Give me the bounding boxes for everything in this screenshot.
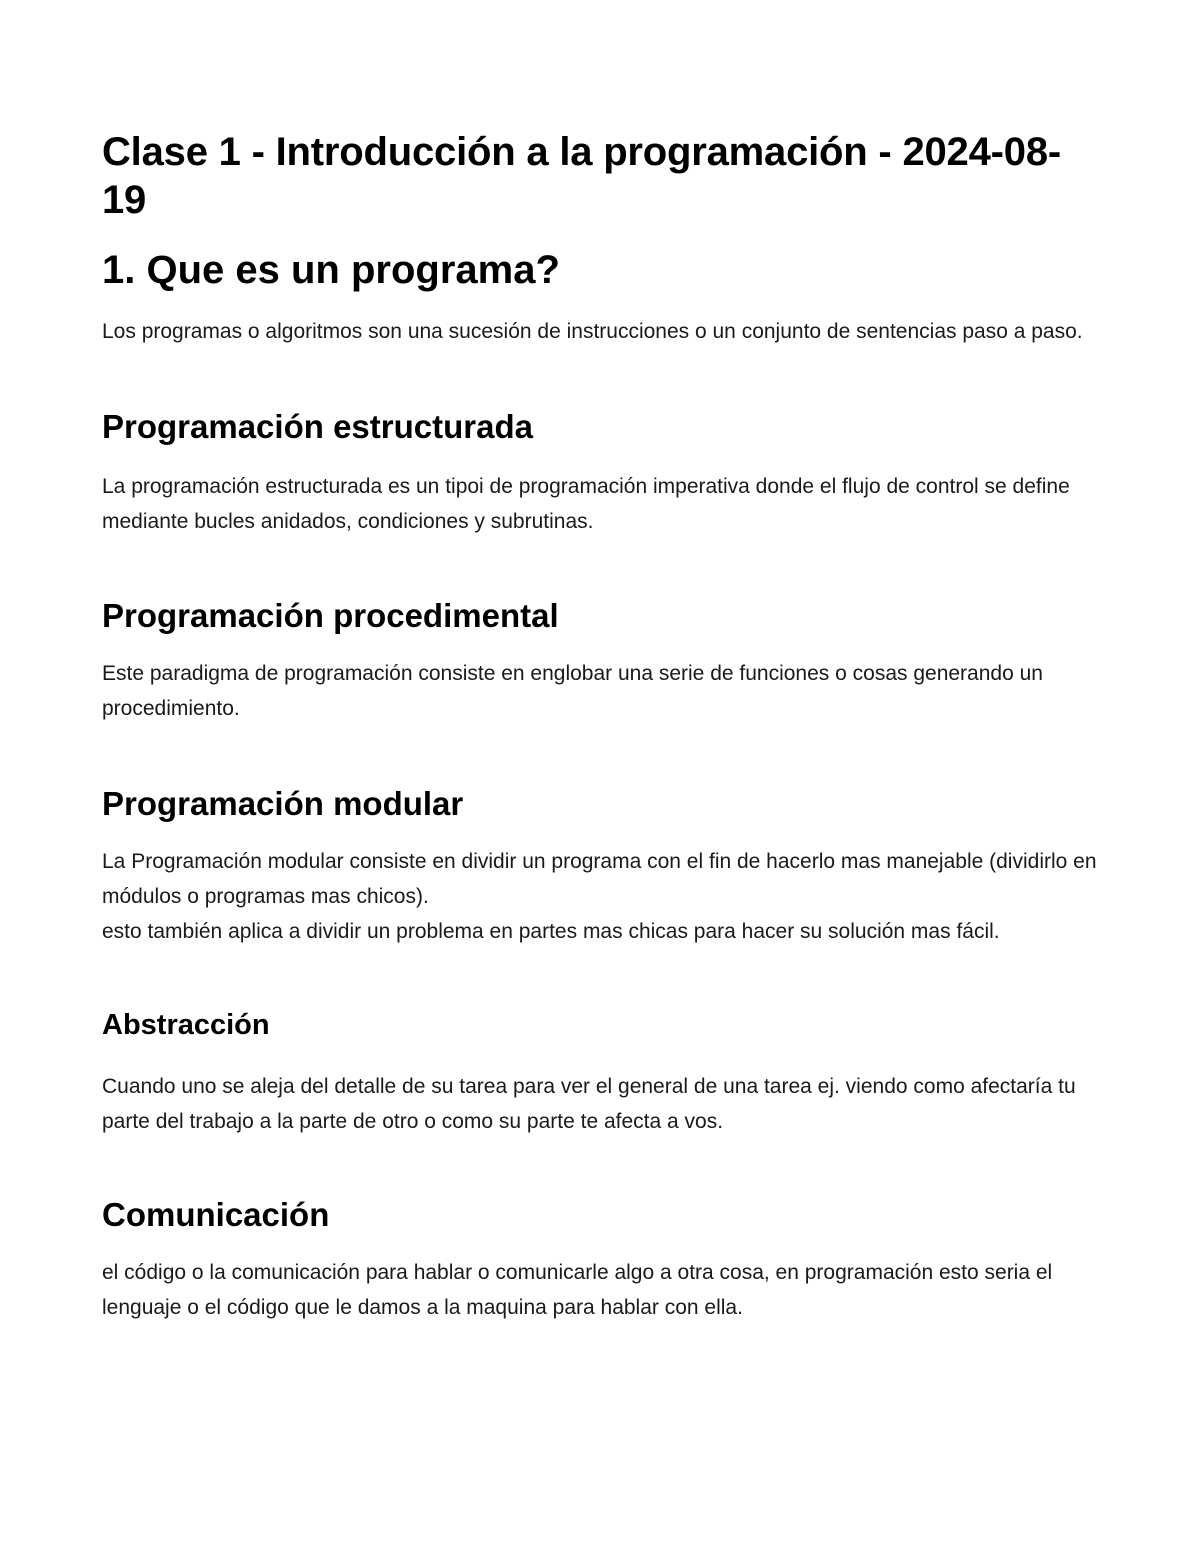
paragraph-programacion-estructurada: La programación estructurada es un tipoi de programación imperativa donde el flujo de control se define mediante bucles anidados, condiciones y subrutinas.: [102, 475, 1070, 533]
heading-abstraccion: Abstracción: [102, 1009, 270, 1041]
paragraph-programacion-modular-2: esto también aplica a dividir un problema en partes mas chicas para hacer su solución mas fácil.: [102, 920, 1000, 943]
heading-comunicacion: Comunicación: [102, 1196, 330, 1233]
page-title: Clase 1 - Introducción a la programación - 2024-08-19: [102, 130, 1061, 222]
heading-programacion-procedimental: Programación procedimental: [102, 597, 559, 634]
heading-programacion-estructurada: Programación estructurada: [102, 408, 533, 445]
paragraph-que-es-un-programa: Los programas o algoritmos son una sucesión de instrucciones o un conjunto de sentencias paso a paso.: [102, 320, 1083, 343]
paragraph-programacion-procedimental: Este paradigma de programación consiste en englobar una serie de funciones o cosas generando un procedimiento.: [102, 662, 1043, 720]
paragraph-abstraccion: Cuando uno se aleja del detalle de su tarea para ver el general de una tarea ej. viendo como afectaría tu parte del trabajo a la parte de otro o como su parte te afecta a vos.: [102, 1075, 1076, 1133]
heading-programacion-modular: Programación modular: [102, 785, 464, 822]
document-content: [102, 128, 1102, 1325]
heading-que-es-un-programa: 1. Que es un programa?: [102, 248, 560, 292]
paragraph-comunicacion: el código o la comunicación para hablar o comunicarle algo a otra cosa, en programación esto seria el lenguaje o el código que le damos a la maquina para hablar con ella.: [102, 1261, 1053, 1319]
paragraph-programacion-modular-1: La Programación modular consiste en dividir un programa con el fin de hacerlo mas manejable (dividirlo en módulos o programas mas chicos).: [102, 850, 1097, 908]
